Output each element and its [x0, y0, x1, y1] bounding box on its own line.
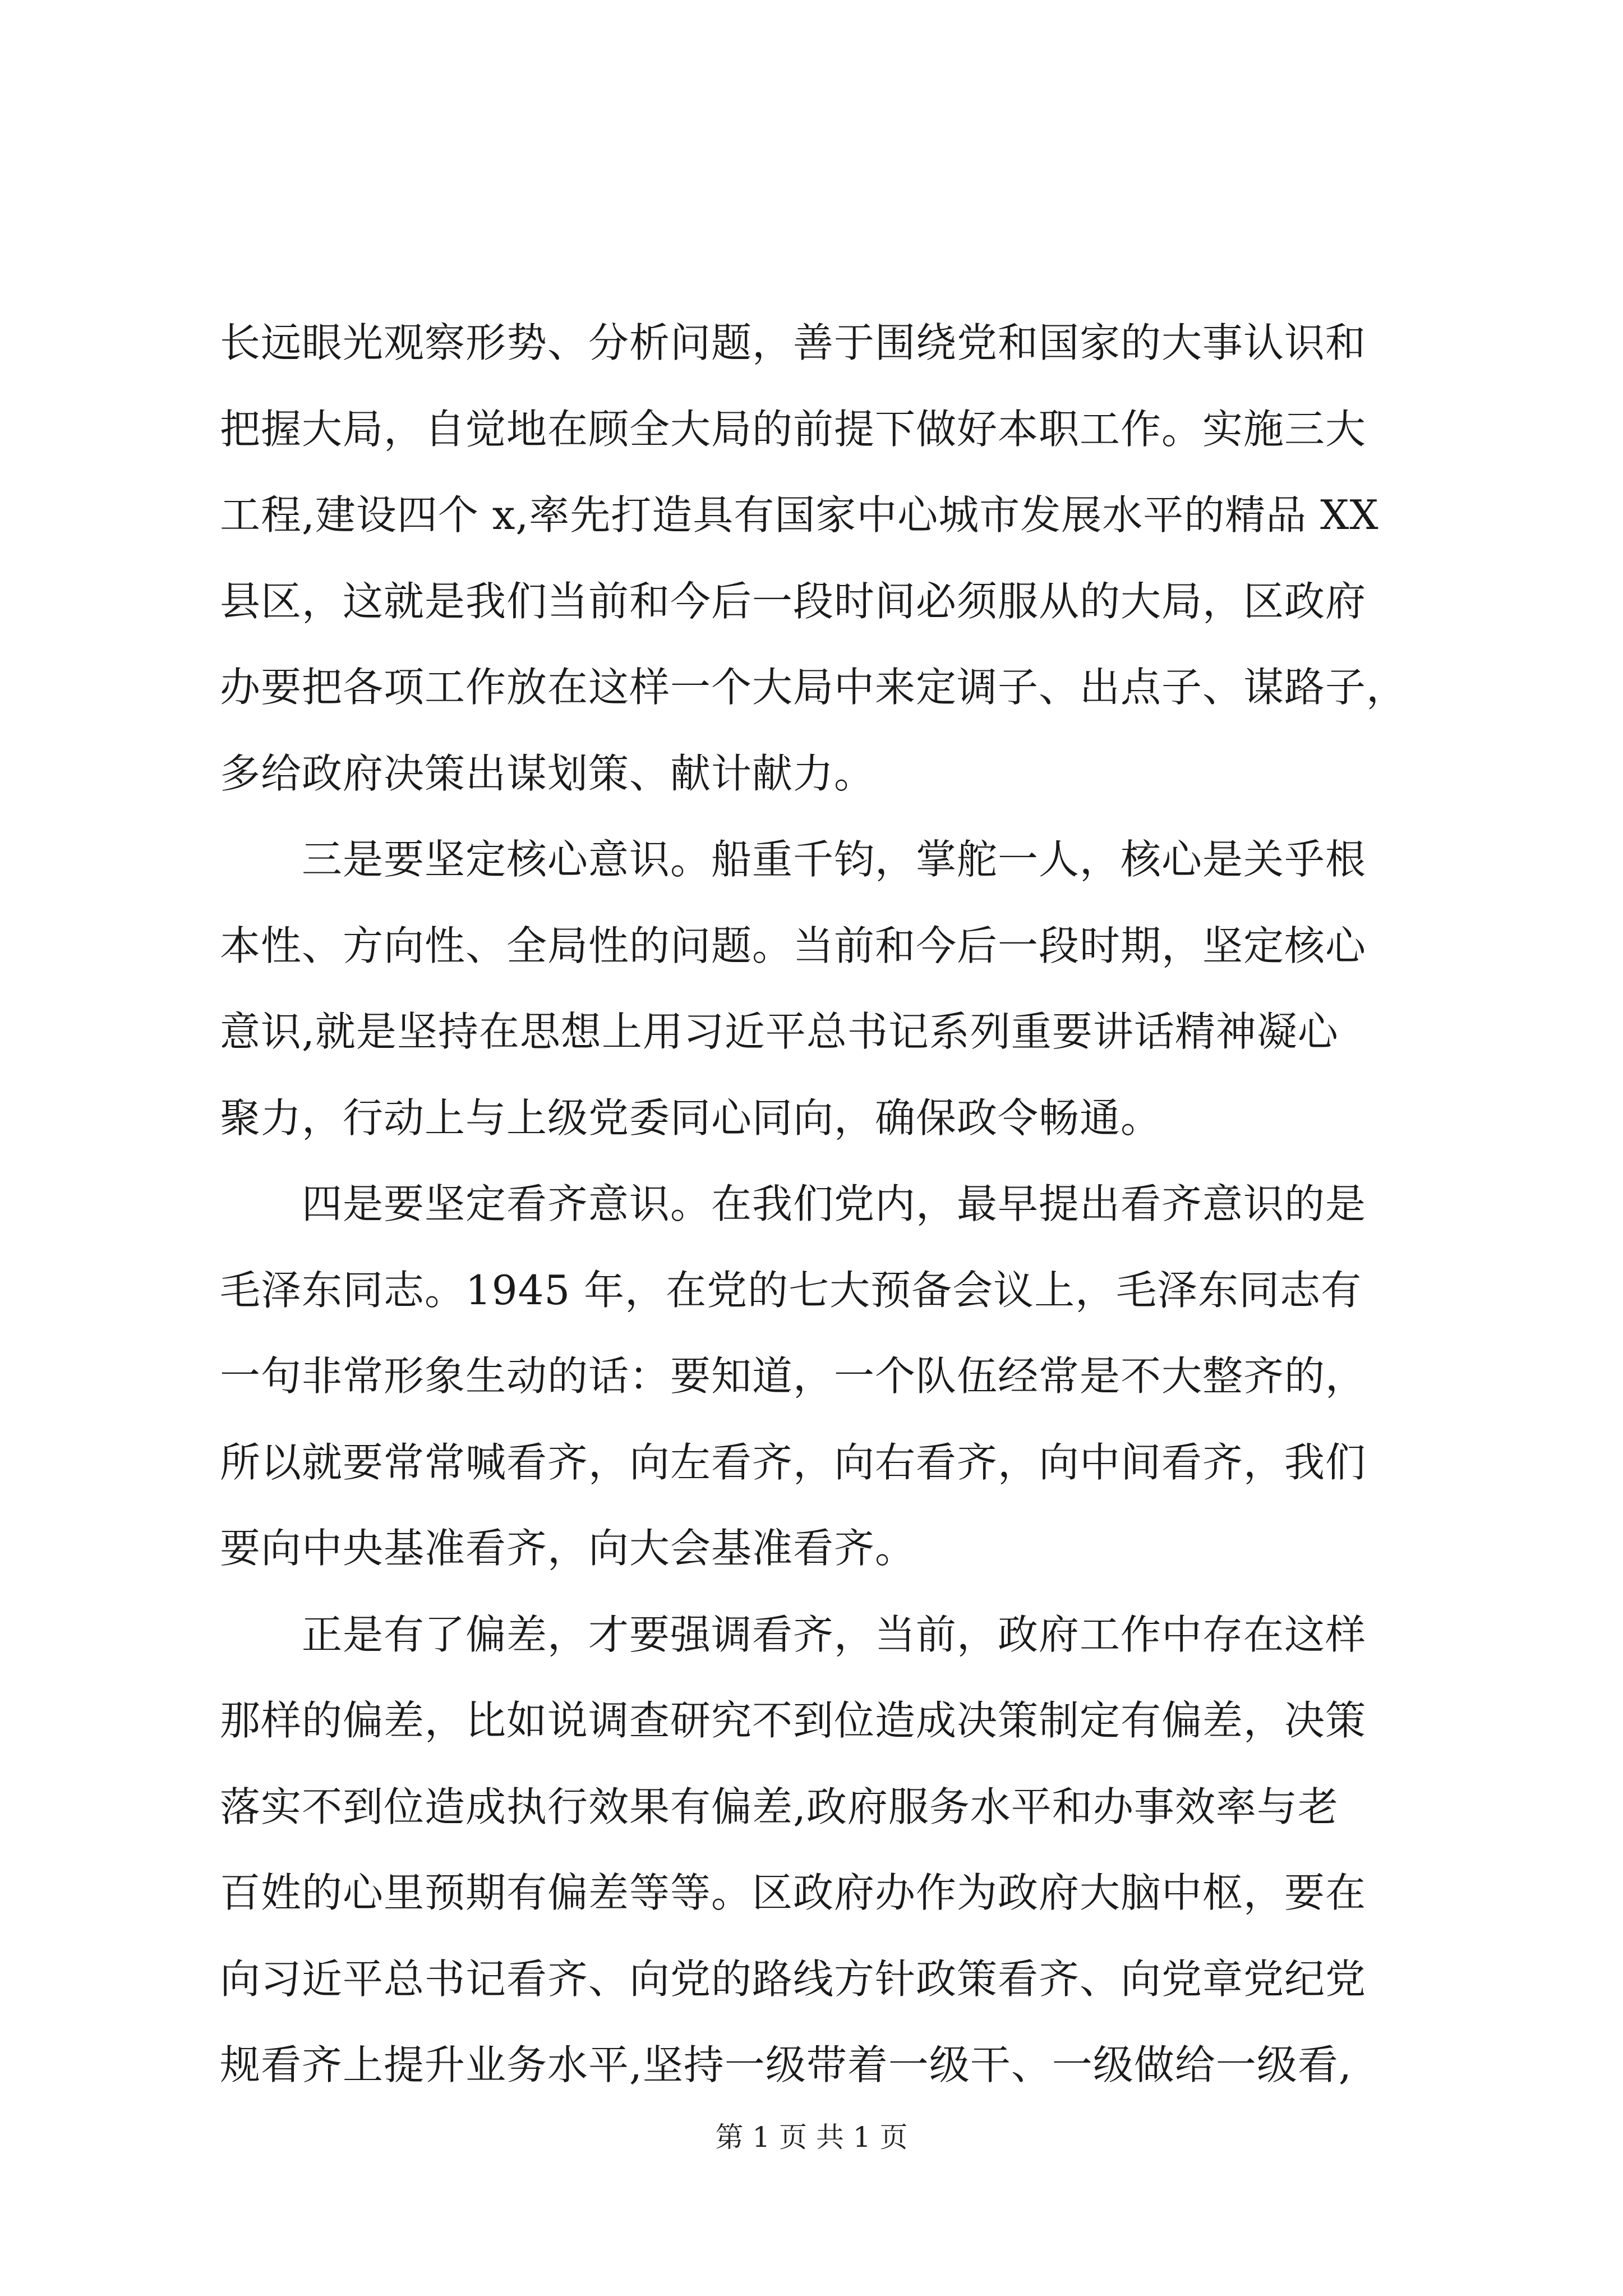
text-line: 一句非常形象生动的话：要知道，一个队伍经常是不大整齐的，	[220, 1352, 1367, 1400]
text-line: 聚力，行动上与上级党委同心同向，确保政令畅通。	[220, 1094, 1162, 1142]
text-line: 规看齐上提升业务水平,坚持一级带着一级干、一级做给一级看,	[220, 2041, 1352, 2088]
paragraph-first-line: 正是有了偏差，才要强调看齐，当前，政府工作中存在这样	[302, 1611, 1367, 1658]
text-line: 长远眼光观察形势、分析问题，善于围绕党和国家的大事认识和	[220, 319, 1367, 366]
text-line: 把握大局，自觉地在顾全大局的前提下做好本职工作。实施三大	[220, 405, 1367, 453]
paragraph-first-line: 四是要坚定看齐意识。在我们党内，最早提出看齐意识的是	[302, 1180, 1367, 1227]
text-line: 多给政府决策出谋划策、献计献力。	[220, 749, 875, 797]
text-line: 要向中央基准看齐，向大会基准看齐。	[220, 1525, 916, 1572]
page-footer: 第 1 页 共 1 页	[715, 2121, 908, 2154]
document-body	[220, 300, 1448, 2109]
paragraph-first-line: 三是要坚定核心意识。船重千钧，掌舵一人，核心是关乎根	[302, 836, 1367, 883]
text-line: 县区，这就是我们当前和今后一段时间必须服从的大局，区政府	[220, 577, 1367, 625]
text-line: 百姓的心里预期有偏差等等。区政府办作为政府大脑中枢，要在	[220, 1869, 1367, 1916]
text-line: 毛泽东同志。1945 年，在党的七大预备会议上，毛泽东同志有	[220, 1266, 1362, 1314]
text-line: 那样的偏差，比如说调查研究不到位造成决策制定有偏差，决策	[220, 1697, 1367, 1744]
text-line: 本性、方向性、全局性的问题。当前和今后一段时期，坚定核心	[220, 922, 1367, 969]
text-line: 工程,建设四个 x,率先打造具有国家中心城市发展水平的精品 XX	[220, 491, 1379, 539]
text-line: 意识,就是坚持在思想上用习近平总书记系列重要讲话精神凝心	[220, 1008, 1339, 1055]
text-line: 落实不到位造成执行效果有偏差,政府服务水平和办事效率与老	[220, 1783, 1339, 1830]
text-line: 所以就要常常喊看齐，向左看齐，向右看齐，向中间看齐，我们	[220, 1438, 1367, 1486]
text-line: 办要把各项工作放在这样一个大局中来定调子、出点子、谋路子，	[220, 664, 1408, 711]
text-line: 向习近平总书记看齐、向党的路线方针政策看齐、向党章党纪党	[220, 1955, 1367, 2003]
